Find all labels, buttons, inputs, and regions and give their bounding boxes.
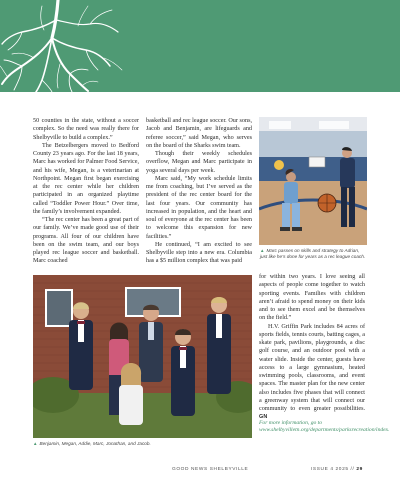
paragraph: 50 counties in the state, without a soccer complex. So the need was really there for Shelbyville to build a complex.”: [33, 118, 139, 141]
footer-issue-label: ISSUE 4 2025: [311, 467, 349, 472]
paragraph: [259, 323, 365, 422]
paragraph: “The rec center has been a great part of our family. We’ve made good use of their programs. All four of our children have been on the swim team, and our boys played rec league soccer and basketball. Marc coached: [33, 217, 139, 265]
paragraph: The Betzelbergers moved to Bedford County 23 years ago. For the last 18 years, Marc has worked for Palmer Food Service, and his wife, Megan, is a veterinarian at Northpoint. Megan first began exercising at the rec center while her children participated in an organized playtime called “Toddler Power Hour.” Over time, the family’s involvement expanded.: [33, 142, 139, 215]
footer-magazine-name: GOOD NEWS SHELBYVILLE: [172, 467, 249, 472]
paragraph: Marc said, “My work schedule limits me from coaching, but I’ve served as the president of the rec center board for the last four years. Our community has increased in population, and the heart and soul of everyone at the rec center has been to welcome this expansion for new facilities.”: [146, 175, 252, 240]
page-number: 29: [356, 467, 363, 472]
caption-text: Marc passes on skills and strategy to Adrian, just like he’s done for years as a rec league coach.: [260, 248, 366, 259]
article-column-3: [259, 273, 365, 422]
article-column-2: [146, 117, 252, 266]
basketball-court-photo: [259, 117, 367, 245]
caption-triangle-icon: ▲: [33, 441, 38, 446]
footer-issue: [311, 467, 363, 472]
paragraph: for within two years. I love seeing all aspects of people come together to watch sporting events. Families with children aren’t afraid to spend money on their kids and to see them excel and be themselves on the field.”: [259, 274, 365, 322]
paragraph: basketball and rec league soccer. Our sons, Jacob and Benjamin, are lifeguards and referee soccer,” said Megan, who serves on the board of the Sharks swim team.: [146, 118, 252, 149]
more-info-link[interactable]: For more information, go to www.shelbyvilletn.org/departments/parksrecreation/index.: [259, 420, 390, 433]
caption-triangle-icon: ▲: [260, 248, 265, 253]
paragraph-text: H.V. Griffin Park includes 84 acres of sports fields, tennis courts, batting cages, a skate park, pavilions, playgrounds, a disc golf course, and an outdoor pool with a water slide. Inside the center, guests have access to a large gymnasium, heated swimming pools, classrooms, and event spaces. The master plan for the new center also includes five phases that will connect a greenway system that will connect our community to even greater possibilities.: [259, 323, 365, 412]
signoff-mark: GN: [259, 414, 268, 421]
basketball-court-photo-illustration: [259, 117, 367, 245]
paragraph: Though their weekly schedules overflow, Megan and Marc participate in yoga several days per week.: [146, 151, 252, 174]
family-photo-illustration: [33, 275, 252, 438]
family-photo-caption: [33, 441, 253, 447]
court-photo-caption: [260, 248, 367, 260]
tree-roots-illustration: [0, 0, 130, 92]
header-band: [0, 0, 400, 92]
caption-text: Benjamin, Megan, Addie, Marc, Jonathan, and Jacob.: [39, 441, 151, 446]
article-column-1: [33, 117, 139, 266]
paragraph: He continued, “I am excited to see Shelbyville step into a new era. Columbia has a $5 million complex that was paid: [146, 241, 252, 265]
footer-separator: //: [350, 467, 355, 472]
family-photo: [33, 275, 252, 438]
